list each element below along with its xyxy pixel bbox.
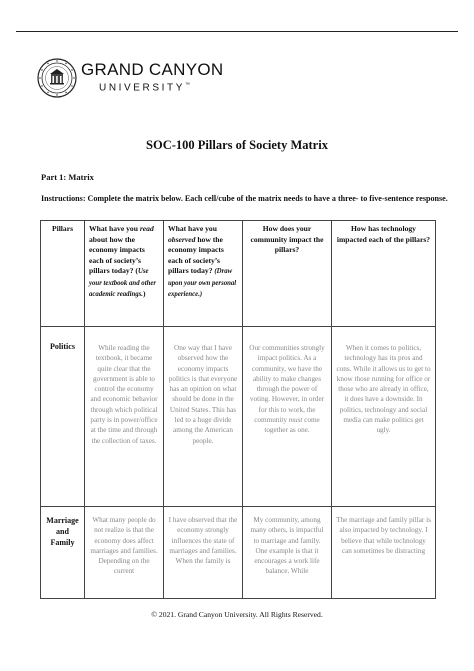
cell-marriage-read-text: What many people do not realize is that the economy does affect marriages and families. Depending on the current xyxy=(90,516,158,576)
header-observed xyxy=(164,221,243,327)
table-row-marriage-family xyxy=(41,507,436,599)
header-read-text-b: about how the economy impacts each of society’s pillars today? ( xyxy=(89,234,145,275)
university-seal-icon xyxy=(37,58,77,98)
table-row-politics xyxy=(41,327,436,507)
table-header-row xyxy=(41,221,436,327)
gcu-logo xyxy=(37,58,223,98)
header-read-emphasis: read xyxy=(139,224,154,233)
top-rule xyxy=(16,31,458,32)
cell-marriage-observed xyxy=(164,507,243,599)
header-read-text-a: What have you xyxy=(89,224,140,233)
row-label-politics: Politics xyxy=(41,327,85,507)
wordmark xyxy=(81,61,223,94)
cell-politics-community xyxy=(243,327,332,507)
cell-politics-read: While reading the textbook, it became quite clear that the government is able to control the economy and economic behavior through which political party is in power/office at the time and through the collection of taxes. xyxy=(85,327,164,507)
header-pillars: Pillars xyxy=(41,221,85,327)
document-title: SOC-100 Pillars of Society Matrix xyxy=(146,138,328,152)
header-read-note: Use your textbook and other academic readings. xyxy=(89,268,157,298)
header-technology: How has technology impacted each of the pillars? xyxy=(332,221,436,327)
copyright-footer: © 2021. Grand Canyon University. All Rights Reserved. xyxy=(151,610,323,619)
cell-marriage-observed-text: I have observed that the economy strongly influences the state of marriages and families. When the family is xyxy=(168,516,238,566)
instructions: Instructions: Complete the matrix below. Each cell/cube of the matrix needs to have a three- to five-sentence response. xyxy=(41,194,448,203)
header-community: How does your community impact the pillars? xyxy=(243,221,332,327)
header-read-text-c: ) xyxy=(143,289,146,298)
part-label: Part 1: Matrix xyxy=(41,172,94,182)
row-label-marriage-family-text: Marriage and Family xyxy=(46,516,79,547)
wordmark-line-1: GRAND CANYON xyxy=(81,60,224,80)
row-label-marriage-family xyxy=(41,507,85,599)
cell-politics-technology: When it comes to politics, technology has its pros and cons. While it allows us to get to know those running for office or those who are already in office, it does have a downside. In politics, technology and social media can make politics get ugly. xyxy=(332,327,436,507)
cell-politics-community-emphasis: must xyxy=(288,416,303,425)
cell-politics-observed: One way that I have observed how the economy impacts politics is that everyone has an opinion on what should be done in the United States. This has led to a huge divide among the American people. xyxy=(164,327,243,507)
cell-politics-community-text-b: come together as one. xyxy=(264,416,320,435)
trademark-symbol: ™ xyxy=(185,82,191,89)
header-observed-emphasis: observed xyxy=(168,234,196,244)
cell-politics-community-text-a: Our communities strongly impact politics. As a community, we have the ability to make changes through the power of voting. However, in order for this to work, the community xyxy=(249,344,325,425)
wordmark-line-2 xyxy=(81,79,223,94)
cell-marriage-read xyxy=(85,507,164,599)
cell-marriage-community-text: My community, among many others, is impactful to marriage and family. One example is that it encourages a work life balance. While xyxy=(250,516,324,576)
header-observed-text-a: What have you xyxy=(168,224,217,233)
cell-marriage-community xyxy=(243,507,332,599)
cell-marriage-technology xyxy=(332,507,436,599)
header-read xyxy=(85,221,164,327)
pillars-matrix-table xyxy=(40,220,436,599)
wordmark-university: UNIVERSITY xyxy=(99,82,186,94)
header-observed-text-b: how the economy impacts each of society’s pillars today? xyxy=(168,234,224,275)
cell-marriage-technology-text: The marriage and family pillar is also impacted by technology. I believe that while technology can sometimes be distracting xyxy=(336,516,431,555)
header-observed-note: (Draw upon your own personal experience.) xyxy=(168,268,237,298)
